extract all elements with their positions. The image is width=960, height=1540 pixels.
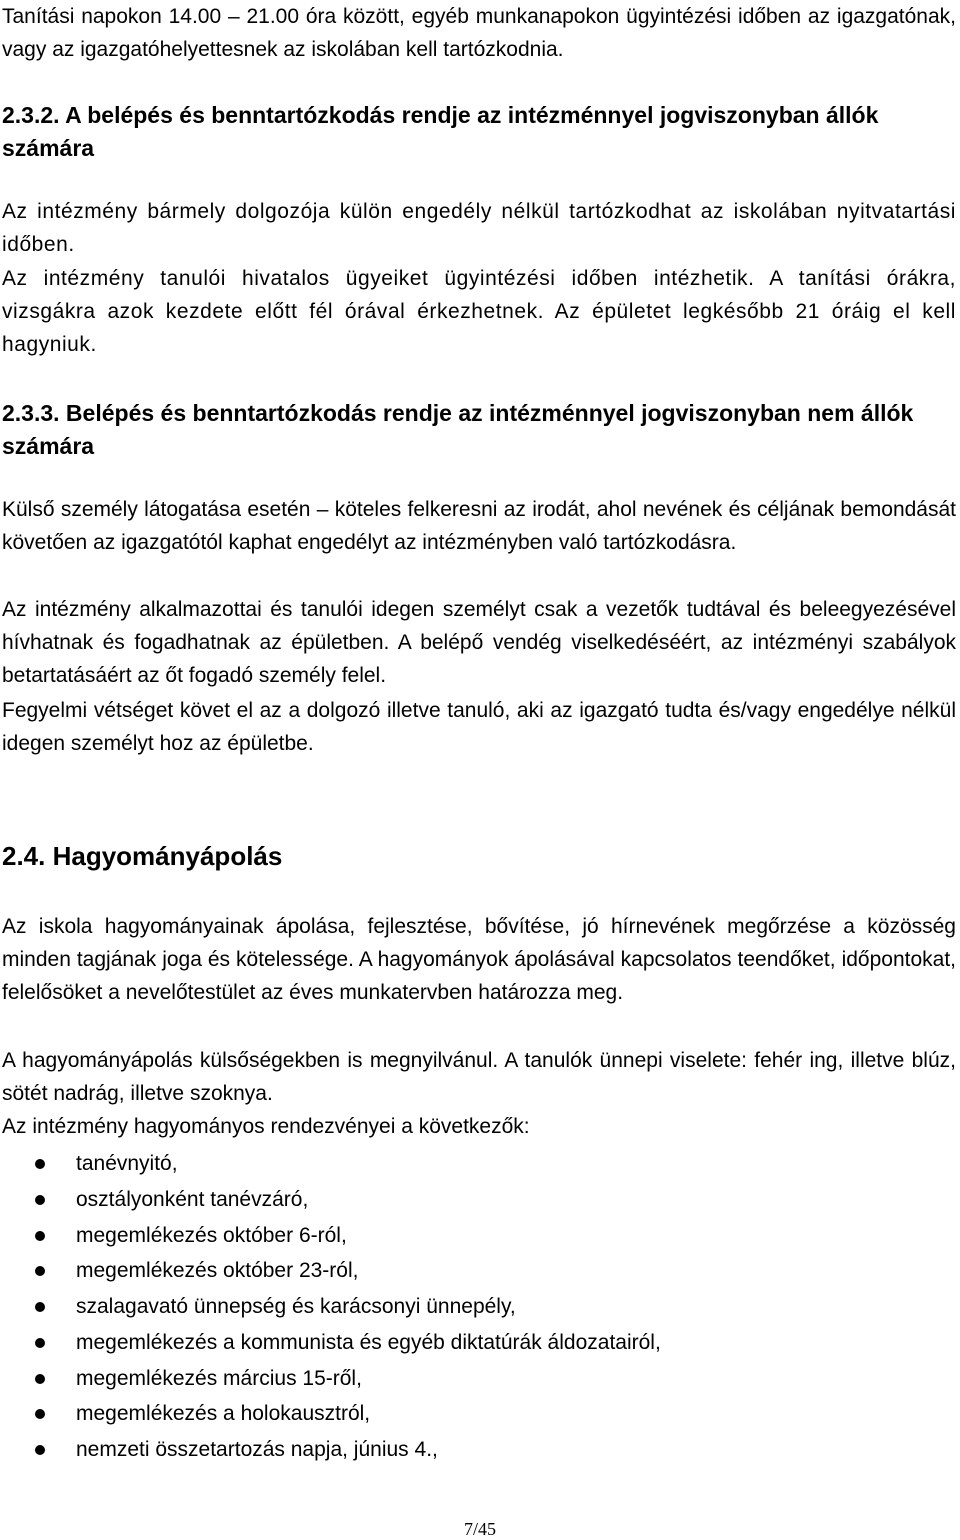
bullet-icon [35, 1302, 45, 1312]
heading-2-3-2: 2.3.2. A belépés és benntartózkodás rendje az intézménnyel jogviszonyban állók számára [2, 102, 879, 161]
bullet-icon [35, 1159, 45, 1169]
paragraph-dress-code: A hagyományápolás külsőségekben is megnyilvánul. A tanulók ünnepi viselete: fehér ing, illetve blúz, sötét nadrág, illetve szoknya. [2, 1049, 956, 1105]
list-item [0, 1361, 661, 1397]
event-label: szalagavató ünnepség és karácsonyi ünnepély, [76, 1295, 516, 1318]
event-label: megemlékezés a holokausztról, [76, 1402, 371, 1426]
paragraph-student-access: Az intézmény tanulói hivatalos ügyeiket ügyintézési időben intézhetik. A tanítási órákra, vizsgákra azok kezdete előtt fél órával érkezhetnek. Az épületet legkésőbb 21 óráig el kell hagyniuk. [2, 267, 956, 356]
heading-2-3-3: 2.3.3. Belépés és benntartózkodás rendje az intézménnyel jogviszonyban nem állók számára [2, 400, 914, 459]
list-item [0, 1182, 661, 1218]
event-label: osztályonként tanévzáró, [76, 1187, 309, 1211]
list-item [0, 1396, 661, 1432]
event-label: nemzeti összetartozás napja, június 4., [76, 1438, 438, 1461]
bullet-icon [35, 1195, 45, 1205]
event-label: megemlékezés október 6-ról, [76, 1223, 347, 1247]
event-label: tanévnyitó, [76, 1152, 178, 1175]
paragraph-guest-responsibility: Az intézmény alkalmazottai és tanulói idegen személyt csak a vezetők tudtával és beleegyezésével hívhatnak és fogadhatnak az épületben. A belépő vendég viselkedéséért, az intézményi szabályok betartatásáért az őt fogadó személy felel. [2, 598, 956, 687]
list-item [0, 1146, 661, 1182]
list-item [0, 1325, 661, 1361]
paragraph-external-visitor: Külső személy látogatása esetén – köteles felkeresni az irodát, ahol nevének és céljának bemondását követően az igazgatótól kaphat engedélyt az intézményben való tartózkodásra. [2, 498, 956, 554]
paragraph-staff-access: Az intézmény bármely dolgozója külön engedély nélkül tartózkodhat az iskolában nyitvatartási időben. [2, 200, 956, 256]
paragraph-events-intro: Az intézmény hagyományos rendezvényei a következők: [2, 1115, 530, 1138]
events-list [0, 1146, 661, 1468]
event-label: megemlékezés október 23-ról, [76, 1259, 359, 1283]
bullet-icon [35, 1231, 45, 1241]
paragraph-disciplinary: Fegyelmi vétséget követ el az a dolgozó illetve tanuló, aki az igazgató tudta és/vagy engedélye nélkül idegen személyt hoz az épületbe. [2, 699, 956, 755]
paragraph-traditions: Az iskola hagyományainak ápolása, fejlesztése, bővítése, jó hírnevének megőrzése a közösség minden tagjának joga és kötelessége. A hagyományok ápolásával kapcsolatos teendőket, időpontokat, felelősöket a nevelőtestület az éves munkatervben határozza meg. [2, 915, 956, 1004]
page-number: 7/45 [463, 1519, 496, 1539]
list-item [0, 1432, 661, 1468]
bullet-icon [35, 1338, 45, 1348]
bullet-icon [35, 1409, 45, 1419]
list-item [0, 1289, 661, 1325]
list-item [0, 1253, 661, 1289]
paragraph-office-hours: Tanítási napokon 14.00 – 21.00 óra között, egyéb munkanapokon ügyintézési időben az igazgatónak, vagy az igazgatóhelyettesnek az iskolában kell tartózkodnia. [2, 5, 956, 61]
bullet-icon [35, 1266, 45, 1276]
bullet-icon [35, 1374, 45, 1384]
event-label: megemlékezés a kommunista és egyéb diktatúrák áldozatairól, [76, 1330, 661, 1354]
bullet-icon [35, 1445, 45, 1455]
event-label: megemlékezés március 15-ről, [76, 1366, 362, 1390]
heading-2-4: 2.4. Hagyományápolás [2, 841, 283, 871]
list-item [0, 1218, 661, 1254]
